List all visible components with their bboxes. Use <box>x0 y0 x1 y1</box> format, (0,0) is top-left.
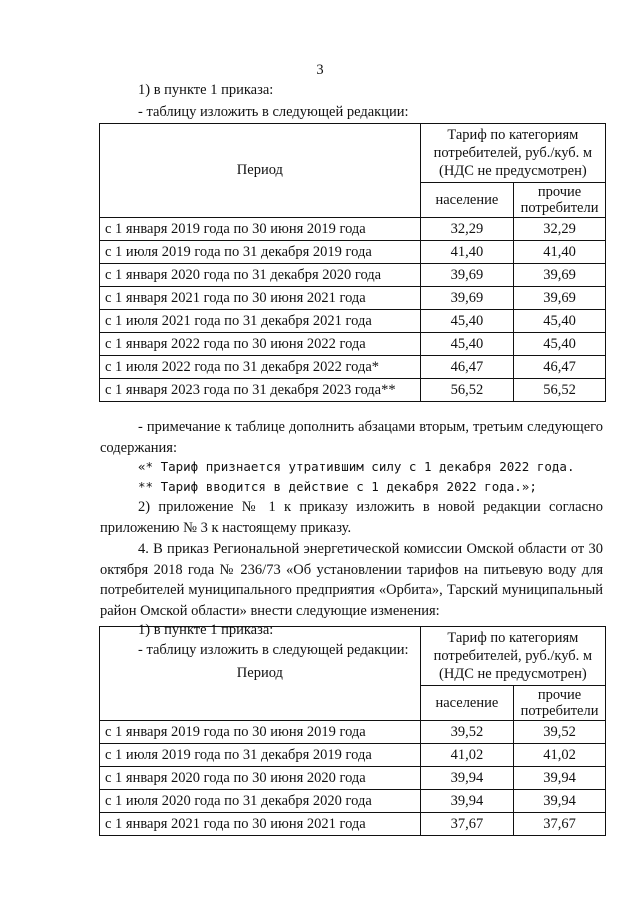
other-consumers-value: 56,52 <box>514 379 606 402</box>
period-header: Период <box>100 627 421 721</box>
period-cell: с 1 июля 2019 года по 31 декабря 2019 года <box>100 744 421 767</box>
table-row <box>100 379 606 402</box>
period-cell: с 1 января 2019 года по 30 июня 2019 года <box>100 218 421 241</box>
other-consumers-value: 39,94 <box>514 790 606 813</box>
period-cell: с 1 июля 2021 года по 31 декабря 2021 года <box>100 310 421 333</box>
tariff-header: Тариф по категориям потребителей, руб./куб. м (НДС не предусмотрен) <box>420 124 605 183</box>
population-value: 32,29 <box>420 218 513 241</box>
table-row <box>100 744 606 767</box>
period-cell: с 1 января 2021 года по 30 июня 2021 года <box>100 813 421 836</box>
other-consumers-value: 41,02 <box>514 744 606 767</box>
period-cell: с 1 января 2023 года по 31 декабря 2023 года** <box>100 379 421 402</box>
population-header: население <box>420 183 513 218</box>
population-value: 56,52 <box>420 379 513 402</box>
other-consumers-value: 46,47 <box>514 356 606 379</box>
period-cell: с 1 января 2021 года по 30 июня 2021 года <box>100 287 421 310</box>
table-row <box>100 813 606 836</box>
table-row <box>100 767 606 790</box>
table-row <box>100 287 606 310</box>
other-consumers-value: 37,67 <box>514 813 606 836</box>
population-value: 37,67 <box>420 813 513 836</box>
population-value: 39,94 <box>420 790 513 813</box>
other-consumers-value: 39,69 <box>514 287 606 310</box>
period-cell: с 1 января 2020 года по 31 декабря 2020 года <box>100 264 421 287</box>
table-row <box>100 790 606 813</box>
other-consumers-header: прочие потребители <box>514 183 606 218</box>
other-consumers-value: 39,52 <box>514 721 606 744</box>
population-value: 45,40 <box>420 333 513 356</box>
population-value: 39,94 <box>420 767 513 790</box>
population-value: 39,52 <box>420 721 513 744</box>
other-consumers-value: 41,40 <box>514 241 606 264</box>
period-cell: с 1 января 2019 года по 30 июня 2019 года <box>100 721 421 744</box>
table-row <box>100 264 606 287</box>
other-consumers-header: прочие потребители <box>514 686 606 721</box>
table-row <box>100 310 606 333</box>
section2-item: 1) в пункте 1 приказа: <box>138 622 274 638</box>
other-consumers-value: 39,94 <box>514 767 606 790</box>
section1-item: 1) в пункте 1 приказа: <box>138 82 274 98</box>
population-value: 39,69 <box>420 287 513 310</box>
other-consumers-value: 45,40 <box>514 310 606 333</box>
table-row <box>100 241 606 264</box>
table-row <box>100 218 606 241</box>
period-cell: с 1 июля 2022 года по 31 декабря 2022 года* <box>100 356 421 379</box>
section1-table-intro: - таблицу изложить в следующей редакции: <box>138 104 409 120</box>
tariff-header: Тариф по категориям потребителей, руб./куб. м (НДС не предусмотрен) <box>420 627 605 686</box>
population-value: 41,02 <box>420 744 513 767</box>
note-second-asterisk: ** Тариф вводится в действие с 1 декабря 2022 года.»; <box>138 479 537 494</box>
table-row <box>100 721 606 744</box>
population-value: 45,40 <box>420 310 513 333</box>
population-value: 46,47 <box>420 356 513 379</box>
tariff-table-1 <box>99 123 606 402</box>
period-cell: с 1 января 2022 года по 30 июня 2022 года <box>100 333 421 356</box>
population-value: 41,40 <box>420 241 513 264</box>
item2-paragraph: 2) приложение № 1 к приказу изложить в новой редакции согласно приложению № 3 к настоящему приказу. <box>100 499 603 536</box>
other-consumers-value: 45,40 <box>514 333 606 356</box>
period-cell: с 1 июля 2019 года по 31 декабря 2019 года <box>100 241 421 264</box>
population-header: население <box>420 686 513 721</box>
tariff-table-2 <box>99 626 606 836</box>
other-consumers-value: 32,29 <box>514 218 606 241</box>
table-row <box>100 333 606 356</box>
item4-paragraph: 4. В приказ Региональной энергетической комиссии Омской области от 30 октября 2018 года № 236/73 «Об установлении тарифов на питьевую воду для потребителей муниципального предприятия «Орбита», Тарский муниципальный район Омской области» внести следующие изменения: <box>100 541 603 619</box>
section2-table-intro: - таблицу изложить в следующей редакции: <box>138 642 409 658</box>
period-cell: с 1 января 2020 года по 30 июня 2020 года <box>100 767 421 790</box>
note-intro-paragraph: - примечание к таблице дополнить абзацами вторым, третьим следующего содержания: <box>100 419 603 456</box>
period-cell: с 1 июля 2020 года по 31 декабря 2020 года <box>100 790 421 813</box>
period-header: Период <box>100 124 421 218</box>
population-value: 39,69 <box>420 264 513 287</box>
note-first-asterisk: «* Тариф признается утратившим силу с 1 декабря 2022 года. <box>138 459 575 474</box>
table-row <box>100 356 606 379</box>
table1-body <box>100 218 606 402</box>
page-number: 3 <box>316 62 324 78</box>
table2-body <box>100 721 606 836</box>
other-consumers-value: 39,69 <box>514 264 606 287</box>
